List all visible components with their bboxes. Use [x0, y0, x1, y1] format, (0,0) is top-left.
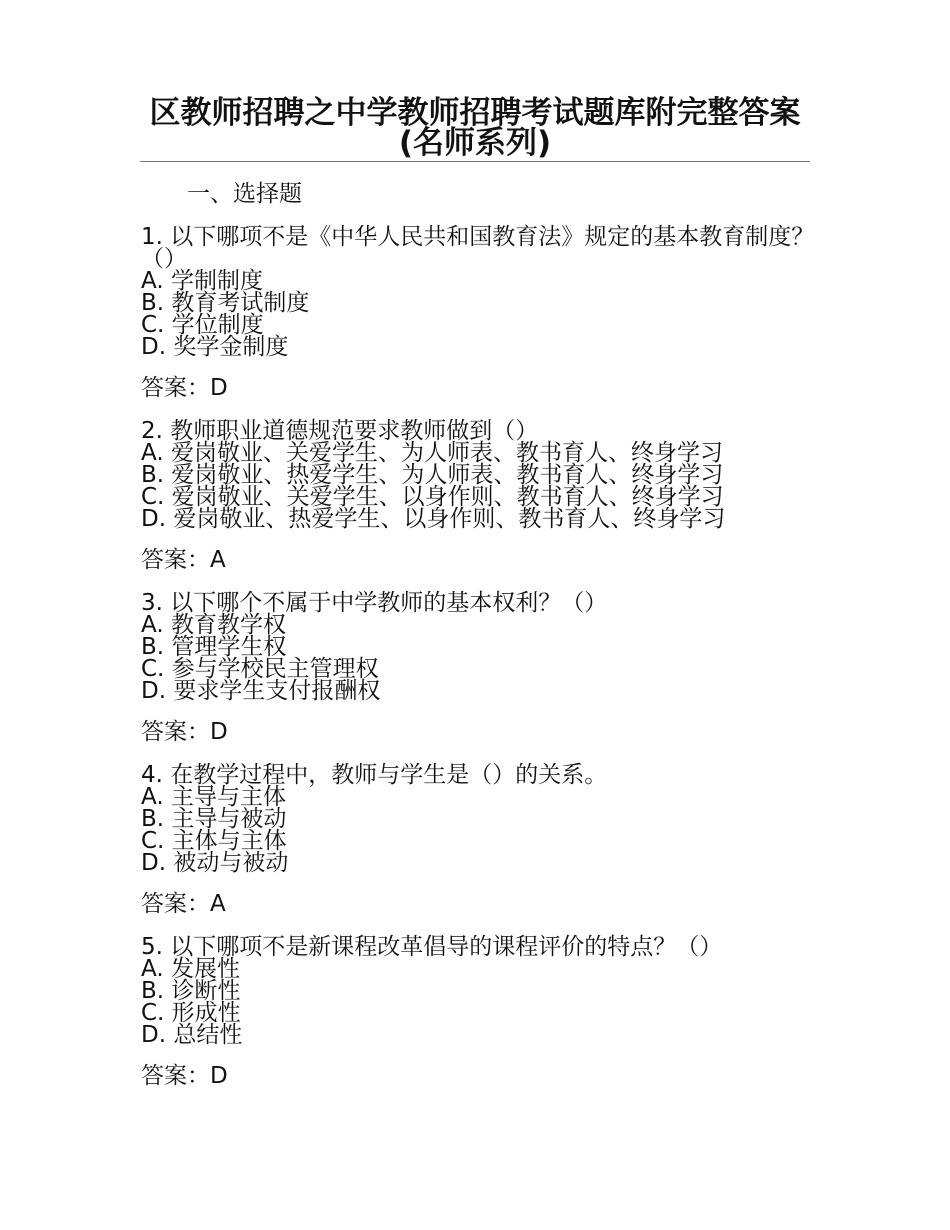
question-stem: 3. 以下哪个不属于中学教师的基本权利？（） [141, 590, 608, 616]
answer: 答案：A [141, 547, 226, 573]
option-a: A. 爱岗敬业、关爱学生、为人师表、教书育人、终身学习 [141, 440, 723, 466]
option-c: C. 参与学校民主管理权 [141, 656, 379, 682]
question-5 [141, 936, 821, 1090]
answer: 答案：D [141, 719, 228, 745]
option-d: D. 爱岗敬业、热爱学生、以身作则、教书育人、终身学习 [141, 506, 726, 532]
question-stem: 1. 以下哪项不是《中华人民共和国教育法》规定的基本教育制度？（） [141, 224, 815, 272]
question-stem: 5. 以下哪项不是新课程改革倡导的课程评价的特点？（） [141, 934, 723, 960]
option-b: B. 爱岗敬业、热爱学生、为人师表、教书育人、终身学习 [141, 462, 724, 488]
question-stem: 4. 在教学过程中，教师与学生是（）的关系。 [141, 762, 608, 788]
question-list [141, 226, 821, 1108]
option-c: C. 爱岗敬业、关爱学生、以身作则、教书育人、终身学习 [141, 484, 724, 510]
option-b: B. 诊断性 [141, 978, 241, 1004]
option-c: C. 学位制度 [141, 312, 264, 338]
option-b: B. 教育考试制度 [141, 290, 310, 316]
option-a: A. 教育教学权 [141, 612, 286, 638]
option-b: B. 主导与被动 [141, 806, 287, 832]
option-a: A. 发展性 [141, 956, 240, 982]
title-divider [140, 161, 810, 162]
option-b: B. 管理学生权 [141, 634, 287, 660]
option-a: A. 学制制度 [141, 268, 263, 294]
option-d: D. 总结性 [141, 1022, 243, 1048]
question-4 [141, 764, 821, 918]
answer: 答案：D [141, 1063, 228, 1089]
question-3 [141, 592, 821, 746]
option-d: D. 被动与被动 [141, 850, 289, 876]
option-c: C. 形成性 [141, 1000, 241, 1026]
option-a: A. 主导与主体 [141, 784, 286, 810]
question-2 [141, 420, 821, 574]
question-stem: 2. 教师职业道德规范要求教师做到（） [141, 418, 539, 444]
option-c: C. 主体与主体 [141, 828, 287, 854]
document-title: 区教师招聘之中学教师招聘考试题库附完整答案(名师系列) [149, 95, 801, 161]
question-1 [141, 226, 821, 402]
section-heading: 一、选择题 [187, 181, 302, 207]
answer: 答案：D [141, 375, 228, 401]
option-d: D. 要求学生支付报酬权 [141, 678, 381, 704]
answer: 答案：A [141, 891, 226, 917]
option-d: D. 奖学金制度 [141, 334, 289, 360]
